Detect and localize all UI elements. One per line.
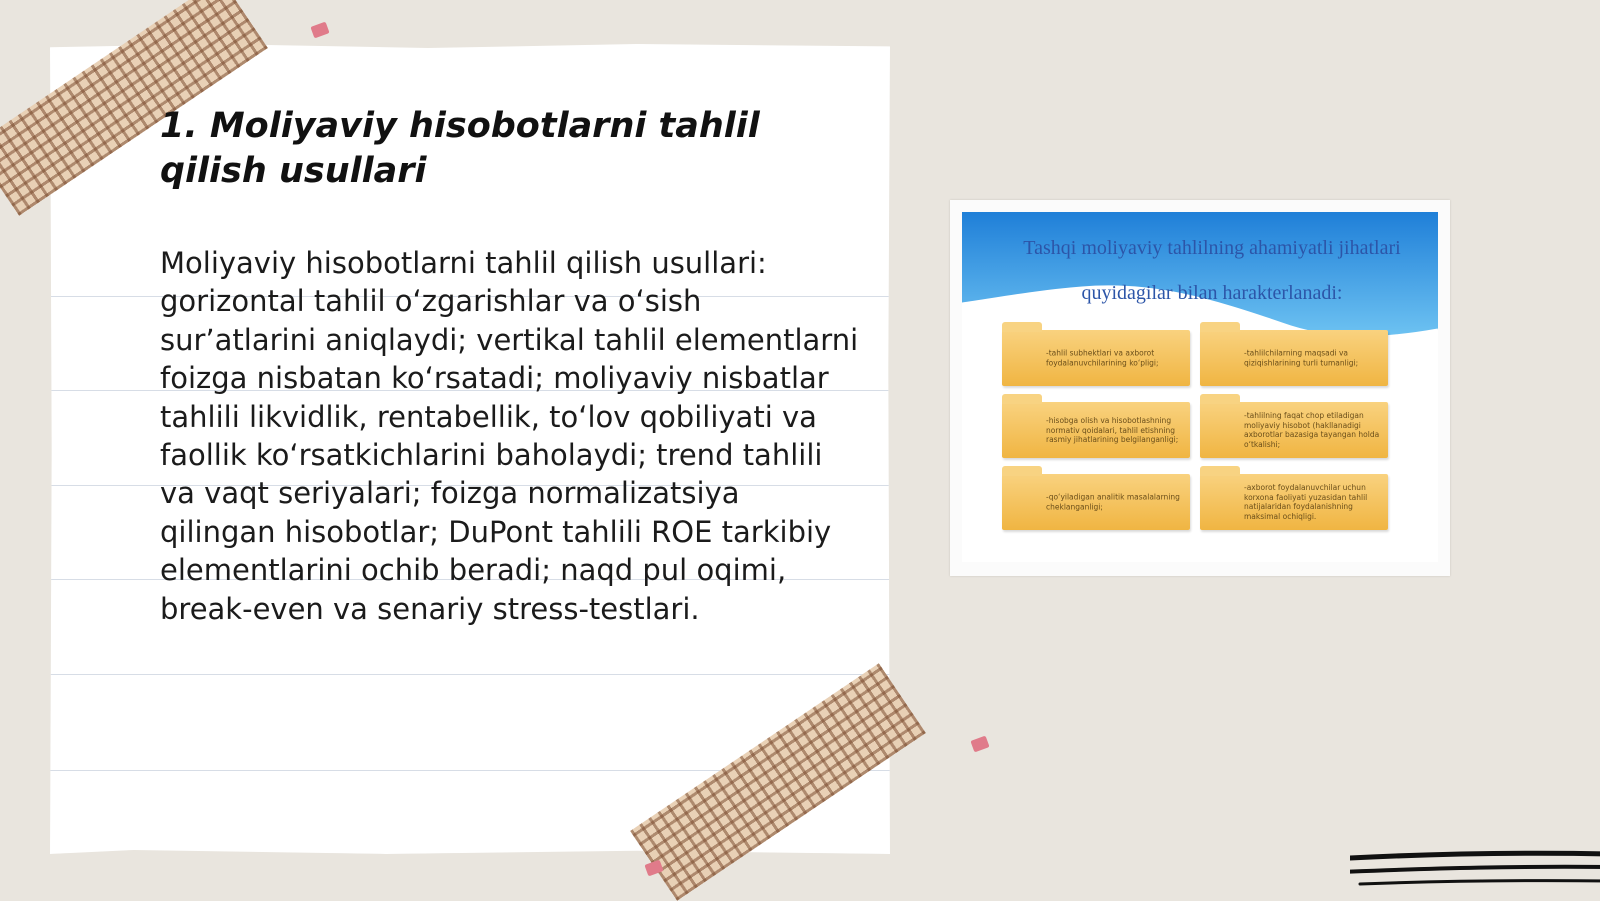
folder-card-text: -tahlilning faqat chop etiladigan moliyaviy hisobot (hakllanadigi axborotlar bazasiga tayangan holda o‘tkalishi;: [1244, 411, 1380, 449]
folder-card-text: -qo‘yiladigan analitik masalalarning cheklanganligi;: [1046, 492, 1180, 511]
folder-card-text: -hisobga olish va hisobotlashning normativ qoidalari, tahlil etishning rasmiy jihatlarining belgilanganligi;: [1046, 415, 1179, 444]
tape-end-mark: [970, 736, 989, 753]
slide-title: 1. Moliyaviy hisobotlarni tahlil qilish usullari: [160, 106, 760, 191]
paper-rule: [50, 674, 890, 675]
embedded-slide: [962, 212, 1438, 562]
embedded-slide-image: [950, 200, 1450, 576]
folder-card-text: -tahlil subhektlari va axborot foydalanuvchilarining ko‘pligi;: [1046, 348, 1159, 367]
folder-card: [1200, 402, 1388, 458]
tape-end-mark: [310, 22, 329, 39]
folder-card: [1200, 330, 1388, 386]
folder-card: [1002, 402, 1190, 458]
brush-lines-decoration: [1350, 850, 1600, 890]
folder-card: [1002, 330, 1190, 386]
slide-body-text: Moliyaviy hisobotlarni tahlil qilish usullari: gorizontal tahlil o‘zgarishlar va o‘sish sur’atlarini aniqlaydi; vertikal tahlil elementlarni foizga nisbatan ko‘rsatadi; moliyaviy nisbatlar tahlili likvidlik, rentabellik, to‘lov qobiliyati va faollik ko‘rsatkichlarini baholaydi; trend tahlili va vaqt seriyalari; foizga normalizatsiya qilingan hisobotlar; DuPont tahlili ROE tarkibiy elementlarini ochib beradi; naqd pul oqimi, break-even va senariy stress-testlari.: [160, 246, 859, 626]
folder-card-text: -axborot foydalanuvchilar uchun korxona faoliyati yuzasidan tahlil natijalaridan foydalanishning maksimal ochiqligi.: [1244, 483, 1368, 521]
folder-card: [1200, 474, 1388, 530]
folder-card: [1002, 474, 1190, 530]
folder-card-text: -tahlilchilarning maqsadi va qiziqishlarining turli tumanligi;: [1244, 348, 1359, 367]
embedded-slide-title: Tashqi moliyaviy tahlilning ahamiyatli jihatlari quyidagilar bilan harakterlanadi:: [1023, 237, 1401, 304]
